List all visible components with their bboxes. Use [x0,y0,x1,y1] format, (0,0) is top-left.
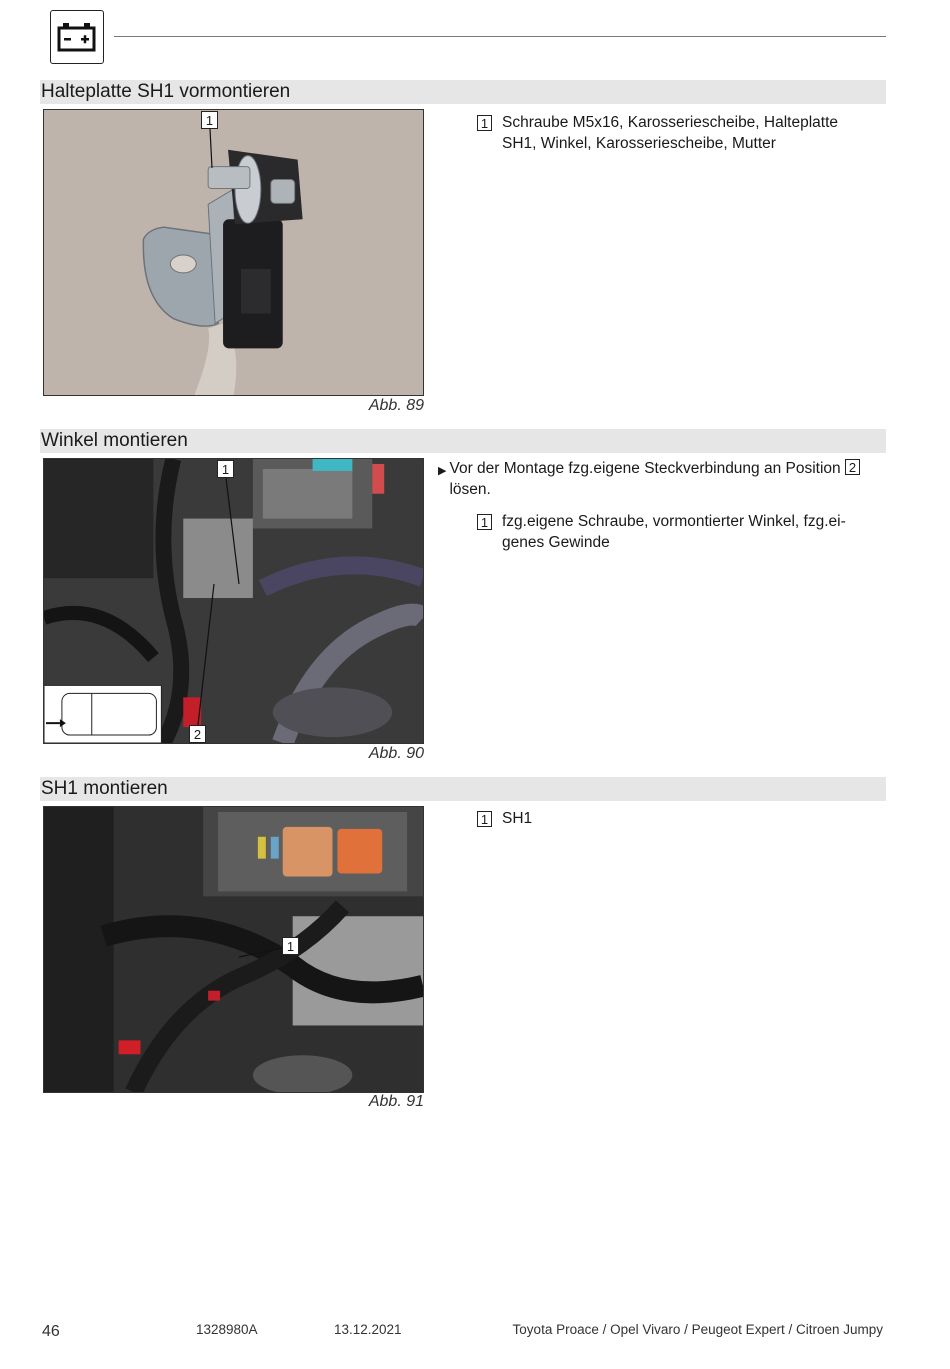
figure-caption: Abb. 89 [368,397,424,414]
legend-item [477,112,872,154]
vehicle-list: Toyota Proace / Opel Vivaro / Peugeot Expert / Citroen Jumpy [512,1322,883,1337]
figure-callout: 1 [217,460,234,478]
page-number: 46 [42,1323,60,1340]
figure-caption: Abb. 90 [368,745,424,762]
item-number: 1 [477,115,492,131]
document-number: 1328980A [196,1322,258,1337]
figure-photo [43,458,424,744]
battery-icon [50,10,104,64]
figure-caption: Abb. 91 [368,1093,424,1110]
instruction-tail: lösen. [449,481,491,498]
header-rule [114,36,886,37]
item-text: fzg.eigene Schraube, vormontierter Winkel, fzg.ei-genes Gewinde [502,513,846,551]
item-number: 1 [477,811,492,827]
section-title: Halteplatte SH1 vormontieren [40,80,886,104]
section-title: SH1 montieren [40,777,886,801]
item-number: 1 [477,514,492,530]
legend-item [477,808,872,829]
item-text: SH1 [502,810,533,827]
item-text: Schraube M5x16, Karosseriescheibe, Halteplatte SH1, Winkel, Karosseriescheibe, Mutter [502,114,839,152]
figure-callout: 1 [282,937,299,955]
figure-callout: 1 [201,111,218,129]
figure-photo [43,109,424,396]
document-date: 13.12.2021 [334,1322,402,1337]
instruction-text: Vor der Montage fzg.eigene Steckverbindung an Position [449,460,841,477]
section-title: Winkel montieren [40,429,886,453]
instruction [438,458,883,500]
figure-photo [43,806,424,1093]
instruction-ref: 2 [845,459,860,475]
legend-item [477,511,872,553]
arrow-right-icon: ▶ [438,465,447,477]
figure-callout: 2 [189,725,206,743]
